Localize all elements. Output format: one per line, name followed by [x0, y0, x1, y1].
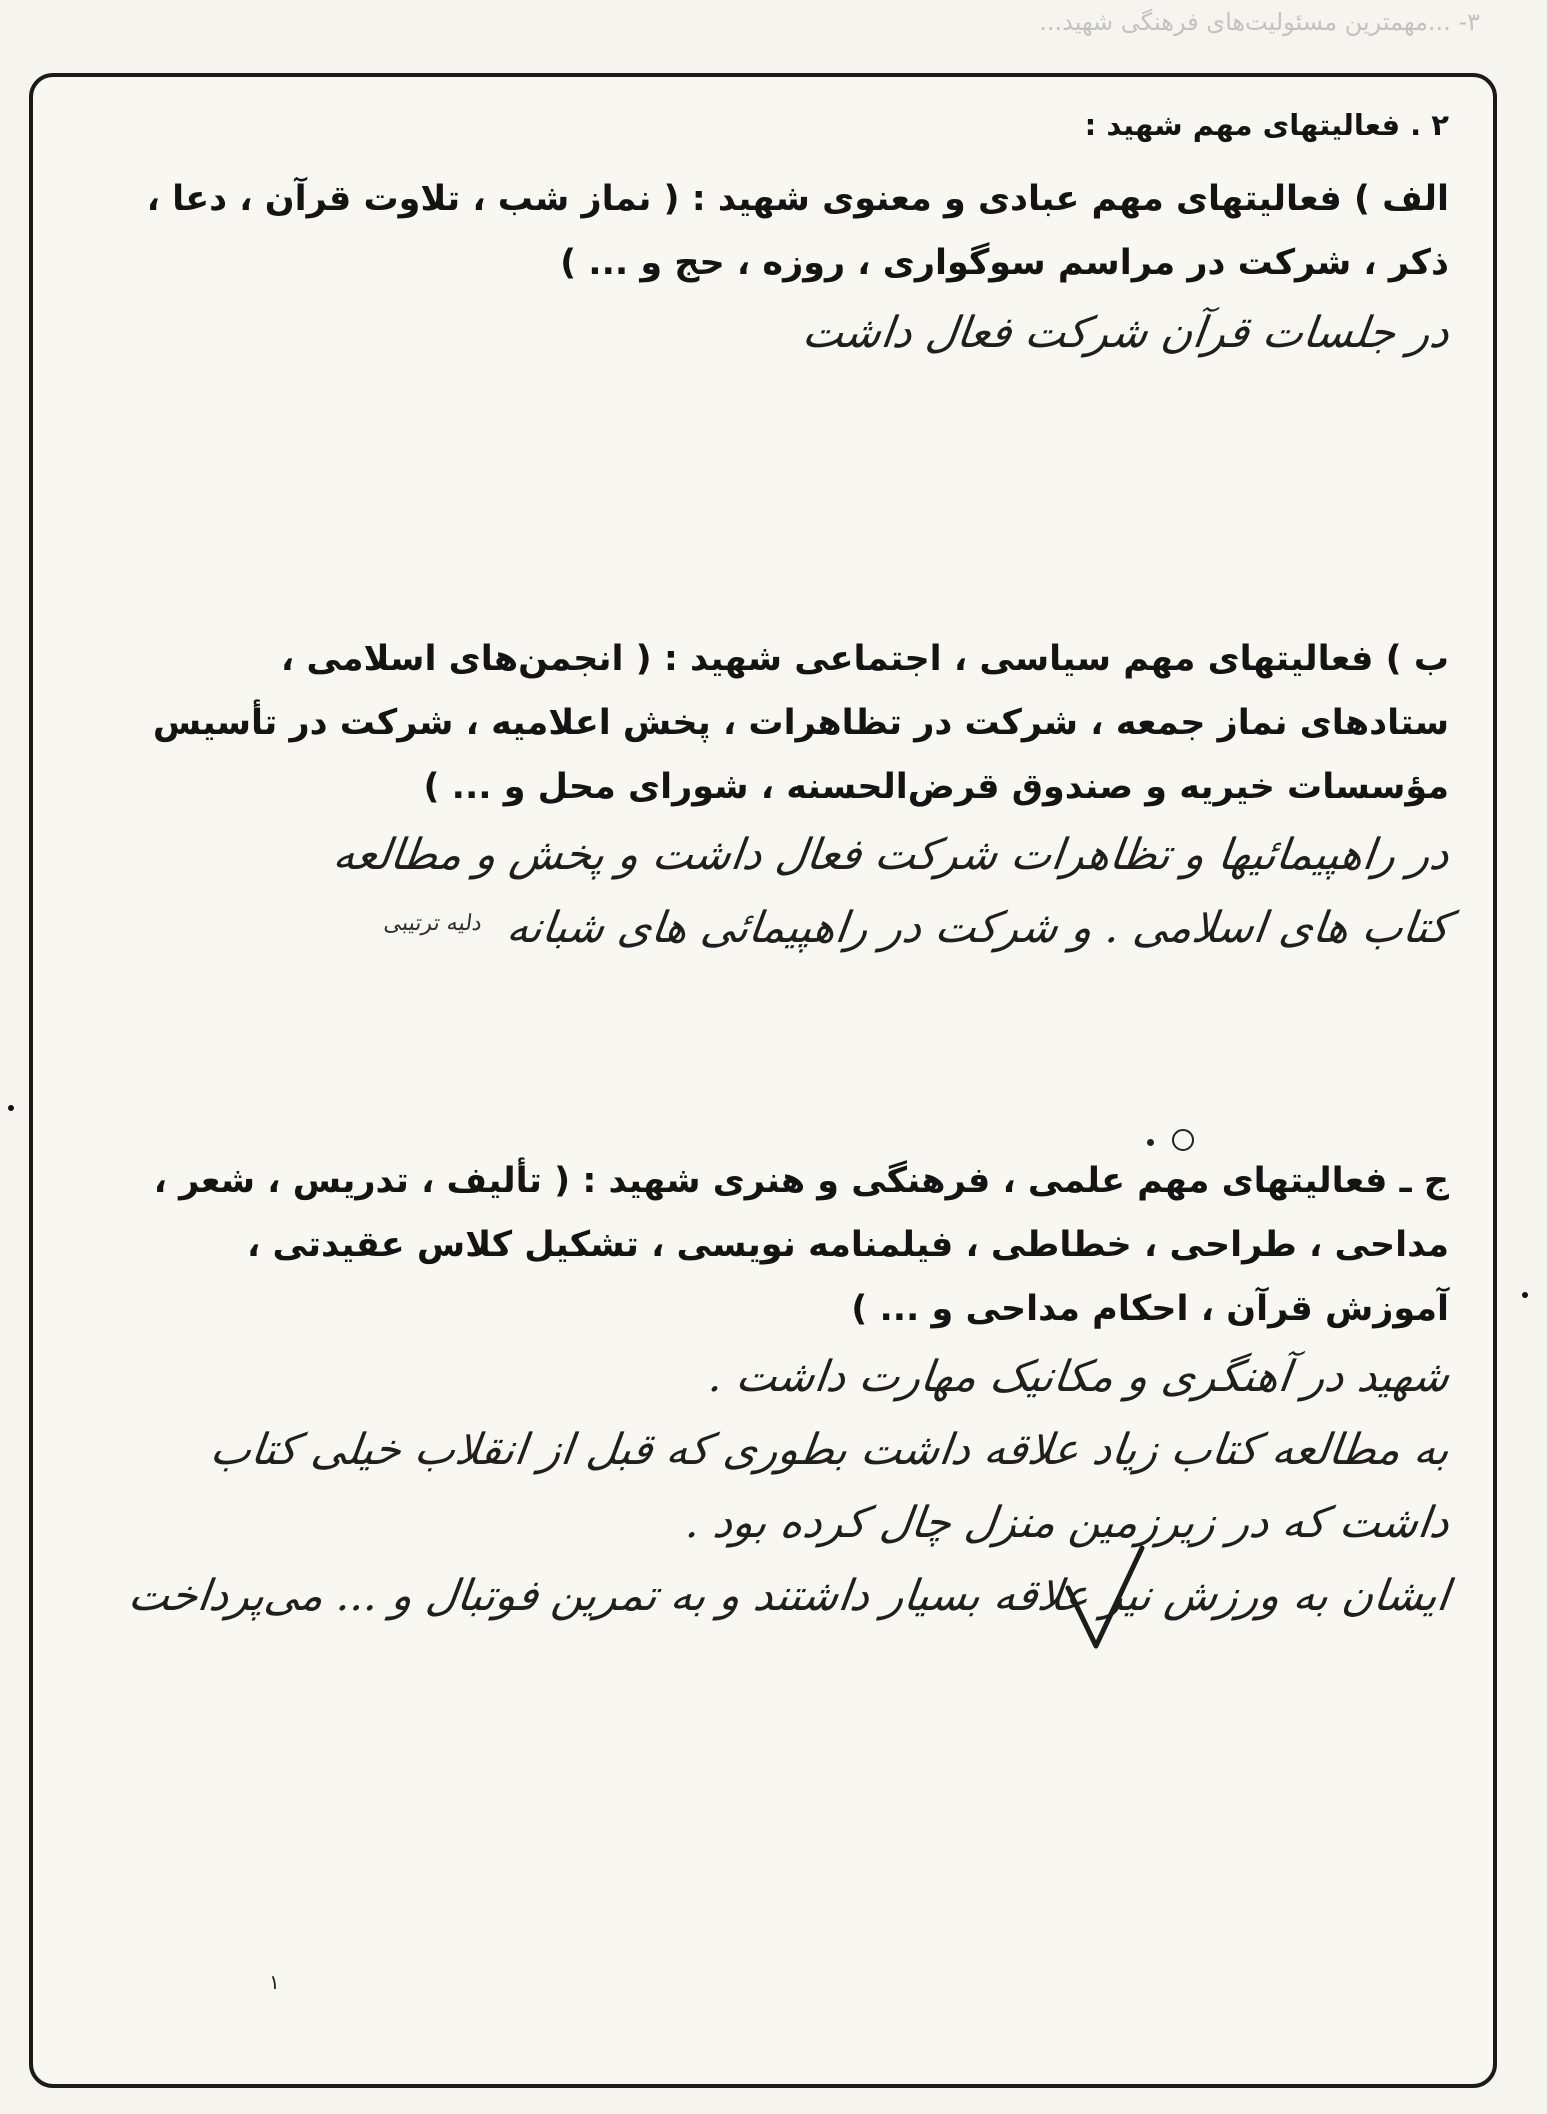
margin-dot — [8, 1105, 14, 1111]
social-political-prompt-line-1: ب ) فعالیتهای مهم سیاسی ، اجتماعی شهید : ( انجمن‌های اسلامی ، — [280, 639, 1449, 679]
handwritten-circle-mark — [1172, 1129, 1194, 1151]
handwritten-dot-mark — [1147, 1139, 1154, 1146]
margin-dot — [1522, 1292, 1528, 1298]
scientific-cultural-handwritten-answer-line-3: داشت که در زیرزمین منزل چال کرده بود . — [683, 1498, 1453, 1548]
section-heading: ۲ . فعالیتهای مهم شهید : — [1084, 108, 1449, 142]
scientific-cultural-handwritten-answer-line-4: ایشان به ورزش نیز علاقه بسیار داشتند و به تمرین فوتبال و ... می‌پرداخت — [125, 1571, 1453, 1621]
scientific-cultural-handwritten-answer-line-2: به مطالعه کتاب زیاد علاقه داشت بطوری که قبل از انقلاب خیلی کتاب — [207, 1425, 1453, 1475]
spiritual-activities-handwritten-answer: در جلسات قرآن شرکت فعال داشت — [799, 308, 1453, 358]
handwritten-overlap-note: دلیه ترتیبی — [382, 911, 484, 936]
social-political-handwritten-answer-text: کتاب های اسلامی . و شرکت در راهپیمائی های شبانه — [503, 903, 1453, 953]
scientific-cultural-prompt-line-2: مداحی ، طراحی ، خطاطی ، فیلمنامه نویسی ، تشکیل کلاس عقیدتی ، — [247, 1225, 1449, 1265]
spiritual-activities-prompt-line-1: الف ) فعالیتهای مهم عبادی و معنوی شهید : ( نماز شب ، تلاوت قرآن ، دعا ، — [146, 179, 1449, 219]
social-political-handwritten-answer-line-1: در راهپیمائیها و تظاهرات شرکت فعال داشت و پخش و مطالعه — [330, 830, 1453, 880]
scientific-cultural-prompt-line-1: ج ـ فعالیتهای مهم علمی ، فرهنگی و هنری شهید : ( تألیف ، تدریس ، شعر ، — [153, 1161, 1449, 1201]
scientific-cultural-activities-section — [97, 1149, 1453, 1633]
spiritual-activities-prompt-line-2: ذکر ، شرکت در مراسم سوگواری ، روزه ، حج و ... ) — [560, 243, 1449, 283]
check-mark-icon — [1062, 1542, 1148, 1654]
rounded-border-frame — [29, 73, 1497, 2088]
faint-top-text: ۳- ...مهمترین مسئولیت‌های فرهنگی شهید... — [1039, 8, 1480, 36]
social-political-prompt-line-2: ستادهای نماز جمعه ، شرکت در تظاهرات ، پخش اعلامیه ، شرکت در تأسیس — [152, 703, 1449, 743]
spiritual-activities-section — [97, 167, 1453, 597]
social-political-handwritten-answer-line-2 — [92, 892, 1454, 972]
activities-content — [97, 105, 1453, 1633]
social-political-activities-section — [97, 627, 1453, 1117]
scientific-cultural-prompt-line-3: آموزش قرآن ، احکام مداحی و ... ) — [851, 1289, 1449, 1329]
scientific-cultural-handwritten-answer-line-1: شهید در آهنگری و مکانیک مهارت داشت . — [705, 1352, 1453, 1402]
social-political-prompt-line-3: مؤسسات خیریه و صندوق قرض‌الحسنه ، شورای محل و ... ) — [423, 767, 1449, 807]
page-number: ۱ — [269, 1970, 280, 1994]
